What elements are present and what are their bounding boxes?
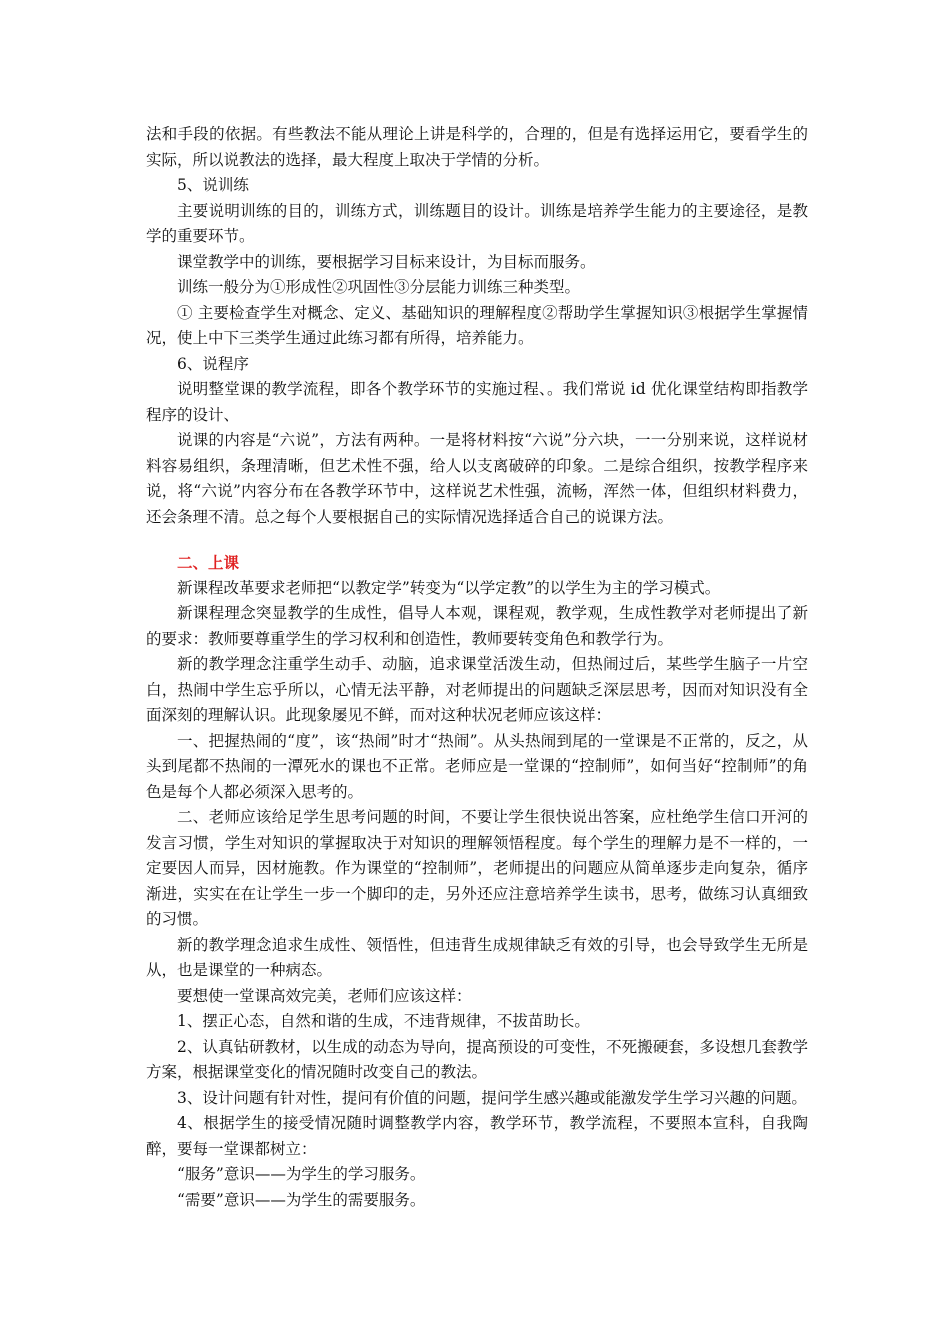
paragraph: 训练一般分为①形成性②巩固性③分层能力训练三种类型。 xyxy=(177,278,581,296)
paragraph: 说明整堂课的教学流程，即各个教学环节的实施过程、。我们常说 id 优化课堂结构即指教学程序的设计、 xyxy=(146,380,808,424)
paragraph: 2、认真钻研教材，以生成的动态为导向，提高预设的可变性，不死搬硬套，多设想几套教学方案，根据课堂变化的情况随时改变自己的教法。 xyxy=(146,1037,808,1081)
section-heading: 二、上课 xyxy=(177,553,240,572)
paragraph: 要想使一堂课高效完美，老师们应该这样： xyxy=(177,986,472,1005)
paragraph: 新课程改革要求老师把“以教定学”转变为“以学定教”的以学生为主的学习模式。 xyxy=(177,578,721,597)
paragraph: 主要说明训练的目的，训练方式，训练题目的设计。训练是培养学生能力的主要途径，是教学的重要环节。 xyxy=(146,201,808,245)
paragraph: 法和手段的依据。有些教法不能从理论上讲是科学的，合理的，但是有选择运用它，要看学生的实际，所以说教法的选择，最大程度上取决于学情的分析。 xyxy=(146,125,808,169)
paragraph: 5、说训练 xyxy=(177,176,249,194)
paragraph: 二、老师应该给足学生思考问题的时间，不要让学生很快说出答案，应杜绝学生信口开河的发言习惯，学生对知识的掌握取决于对知识的理解领悟程度。每个学生的理解力是不一样的，一定要因人而异，因材施教。作为课堂的“控制师”，老师提出的问题应从简单逐步走向复杂，循序渐进，实实在在让学生一步一个脚印的走，另外还应注意培养学生读书，思考，做练习认真细致的习惯。 xyxy=(146,808,808,928)
document-page xyxy=(146,122,808,1213)
paragraph: 一、把握热闹的“度”，该“热闹”时才“热闹”。从头热闹到尾的一堂课是不正常的，反之，从头到尾都不热闹的一潭死水的课也不正常。老师应是一堂课的“控制师”，如何当好“控制师”的角色是每个人都必须深入思考的。 xyxy=(146,731,808,801)
paragraph: 说课的内容是“六说”，方法有两种。一是将材料按“六说”分六块，一一分别来说，这样说材料容易组织，条理清晰，但艺术性不强，给人以支离破碎的印象。二是综合组织，按教学程序来说，将“六说”内容分布在各教学环节中，这样说艺术性强，流畅，浑然一体，但组织材料费力，还会条理不清。总之每个人要根据自己的实际情况选择适合自己的说课方法。 xyxy=(146,431,808,526)
paragraph: ① 主要检查学生对概念、定义、基础知识的理解程度②帮助学生掌握知识③根据学生掌握情况，使上中下三类学生通过此练习都有所得，培养能力。 xyxy=(146,303,808,347)
paragraph: 4、根据学生的接受情况随时调整教学内容，教学环节，教学流程，不要照本宣科，自我陶醉，要每一堂课都树立： xyxy=(146,1114,808,1158)
paragraph: 新的教学理念追求生成性、领悟性，但违背生成规律缺乏有效的引导，也会导致学生无所是从，也是课堂的一种病态。 xyxy=(146,935,808,979)
paragraph: 6、说程序 xyxy=(177,354,249,373)
paragraph: “需要”意识——为学生的需要服务。 xyxy=(177,1190,426,1209)
paragraph: 课堂教学中的训练，要根据学习目标来设计，为目标而服务。 xyxy=(177,252,596,271)
paragraph: 3、设计问题有针对性，提问有价值的问题，提问学生感兴趣或能激发学生学习兴趣的问题。 xyxy=(177,1088,807,1107)
paragraph: 新课程理念突显教学的生成性，倡导人本观，课程观，教学观，生成性教学对老师提出了新的要求：教师要尊重学生的学习权利和创造性，教师要转变角色和教学行为。 xyxy=(146,604,808,648)
paragraph: 1、摆正心态，自然和谐的生成，不违背规律，不拔苗助长。 xyxy=(177,1012,590,1030)
paragraph: 新的教学理念注重学生动手、动脑，追求课堂活泼生动，但热闹过后，某些学生脑子一片空白，热闹中学生忘乎所以，心情无法平静，对老师提出的问题缺乏深层思考，因而对知识没有全面深刻的理解认识。此现象屡见不鲜，而对这种状况老师应该这样： xyxy=(146,655,808,724)
paragraph: “服务”意识——为学生的学习服务。 xyxy=(177,1165,426,1183)
